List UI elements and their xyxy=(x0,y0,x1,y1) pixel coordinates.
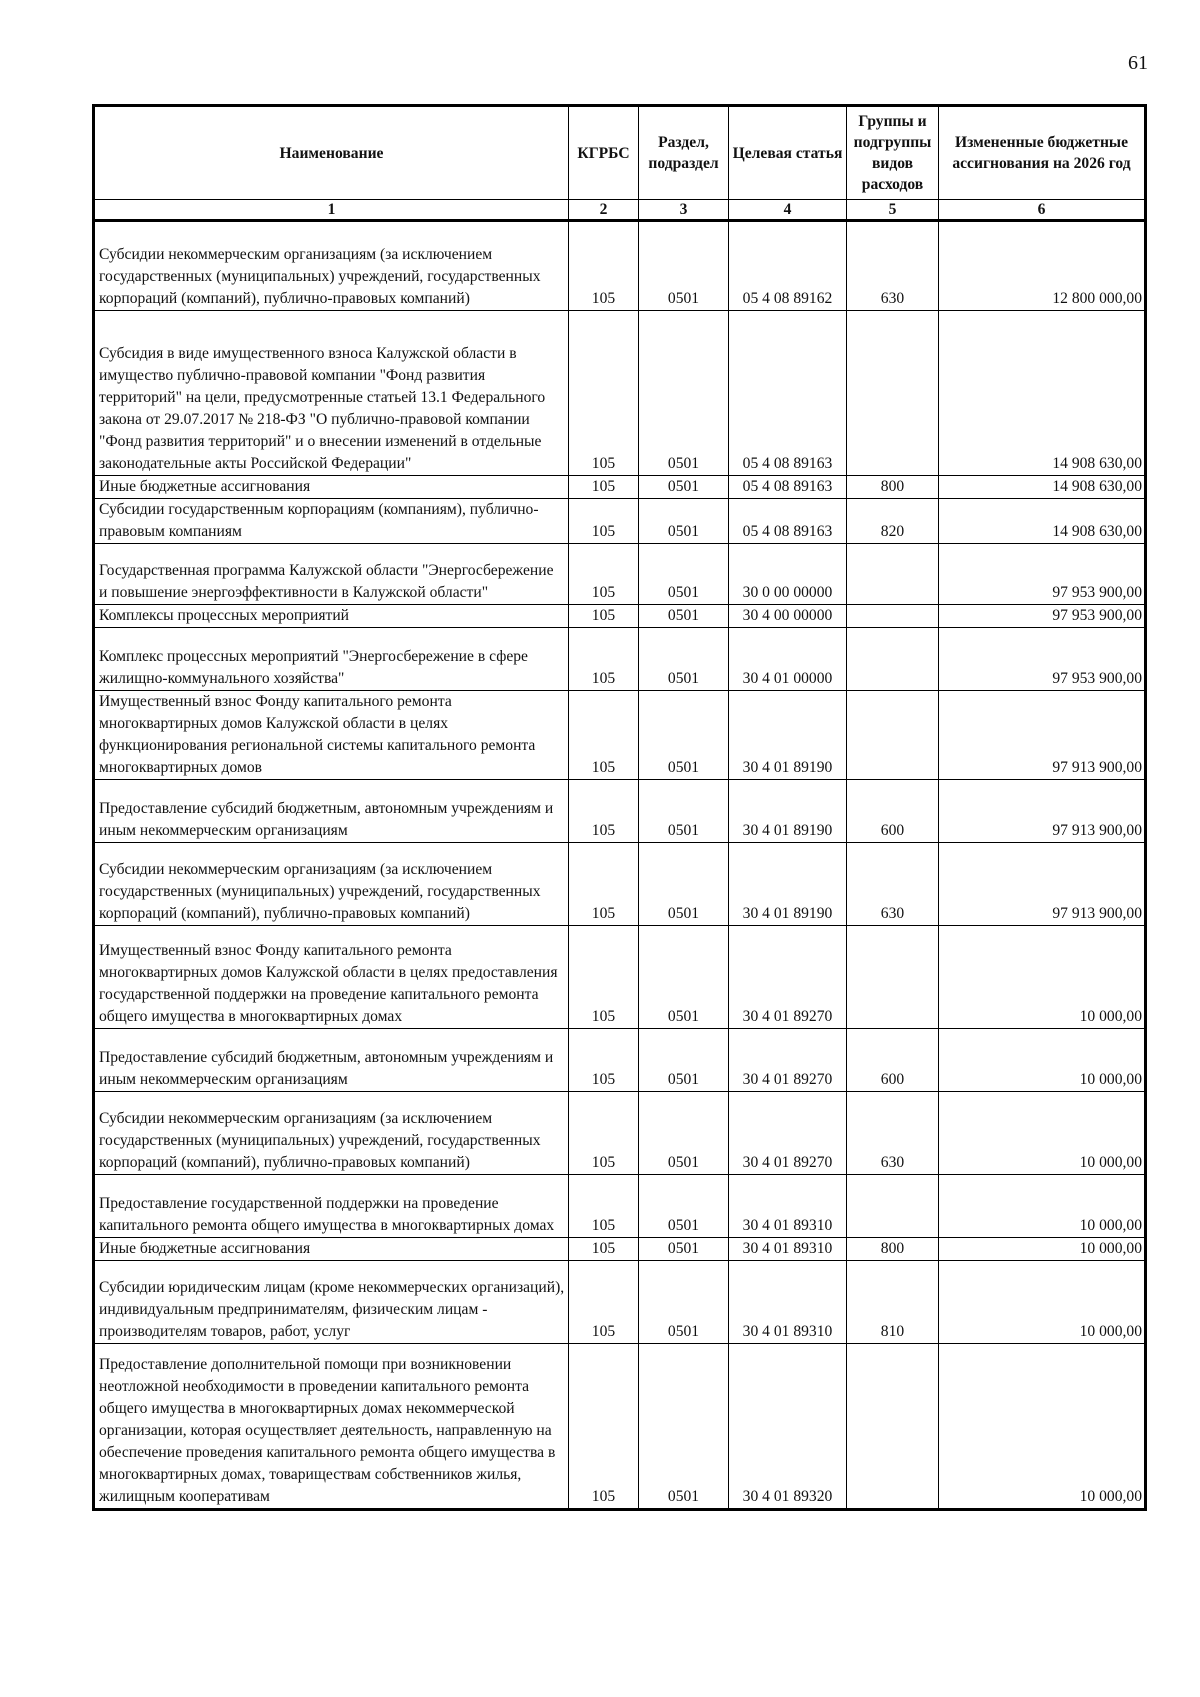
header-expense-group: Группы и подгруппы видов расходов xyxy=(847,106,939,200)
row-kgrbs: 105 xyxy=(569,1238,639,1261)
row-expense-type xyxy=(847,1344,939,1510)
header-target-article: Целевая статья xyxy=(729,106,847,200)
header-allocation: Измененные бюджетные ассигнования на 2026 год xyxy=(939,106,1146,200)
row-amount: 97 913 900,00 xyxy=(939,691,1146,780)
row-amount: 97 953 900,00 xyxy=(939,544,1146,605)
page-number: 61 xyxy=(1128,52,1148,74)
row-name: Предоставление дополнительной помощи при возникновении неотложной необходимости в проведении капитального ремонта общего имущества в многоквартирных домах некоммерческой организации, которая осуществляет деятельность, направленную на обеспечение проведения капитального ремонта общего имущества в многоквартирных домах, товариществам собственников жилья, жилищным кооперативам xyxy=(94,1344,569,1510)
row-target-article: 30 4 01 89320 xyxy=(729,1344,847,1510)
row-amount: 10 000,00 xyxy=(939,1238,1146,1261)
row-target-article: 30 4 01 89310 xyxy=(729,1238,847,1261)
row-target-article: 30 4 01 89270 xyxy=(729,1092,847,1175)
column-number: 2 xyxy=(569,200,639,221)
table-row xyxy=(94,476,1146,499)
row-expense-type: 810 xyxy=(847,1261,939,1344)
row-name: Предоставление государственной поддержки на проведение капитального ремонта общего имущества в многоквартирных домах xyxy=(94,1175,569,1238)
row-name: Субсидии юридическим лицам (кроме некоммерческих организаций), индивидуальным предпринимателям, физическим лицам - производителям товаров, работ, услуг xyxy=(94,1261,569,1344)
header-section: Раздел, подраздел xyxy=(639,106,729,200)
row-amount: 97 913 900,00 xyxy=(939,843,1146,926)
header-name: Наименование xyxy=(94,106,569,200)
table-row xyxy=(94,544,1146,605)
row-expense-type: 630 xyxy=(847,221,939,311)
table-row xyxy=(94,1238,1146,1261)
row-amount: 14 908 630,00 xyxy=(939,476,1146,499)
row-kgrbs: 105 xyxy=(569,691,639,780)
row-name: Комплексы процессных мероприятий xyxy=(94,605,569,628)
table-row xyxy=(94,1175,1146,1238)
row-expense-type: 600 xyxy=(847,780,939,843)
row-name: Государственная программа Калужской области "Энергосбережение и повышение энергоэффективности в Калужской области" xyxy=(94,544,569,605)
row-kgrbs: 105 xyxy=(569,1261,639,1344)
table-row xyxy=(94,499,1146,544)
header-kgrbs: КГРБС xyxy=(569,106,639,200)
row-section: 0501 xyxy=(639,1175,729,1238)
row-name: Субсидии государственным корпорациям (компаниям), публично-правовым компаниям xyxy=(94,499,569,544)
row-section: 0501 xyxy=(639,926,729,1029)
column-number: 3 xyxy=(639,200,729,221)
row-section: 0501 xyxy=(639,1029,729,1092)
row-kgrbs: 105 xyxy=(569,1344,639,1510)
table-row xyxy=(94,780,1146,843)
row-expense-type xyxy=(847,311,939,476)
row-name: Имущественный взнос Фонду капитального ремонта многоквартирных домов Калужской области в целях предоставления государственной поддержки на проведение капитального ремонта общего имущества в многоквартирных домах xyxy=(94,926,569,1029)
row-target-article: 30 4 01 00000 xyxy=(729,628,847,691)
row-target-article: 05 4 08 89163 xyxy=(729,311,847,476)
row-target-article: 30 4 01 89270 xyxy=(729,926,847,1029)
row-target-article: 05 4 08 89163 xyxy=(729,476,847,499)
row-expense-type: 600 xyxy=(847,1029,939,1092)
row-amount: 14 908 630,00 xyxy=(939,499,1146,544)
table-row xyxy=(94,628,1146,691)
column-number: 6 xyxy=(939,200,1146,221)
row-amount: 12 800 000,00 xyxy=(939,221,1146,311)
row-kgrbs: 105 xyxy=(569,1175,639,1238)
row-kgrbs: 105 xyxy=(569,628,639,691)
row-expense-type xyxy=(847,926,939,1029)
row-amount: 10 000,00 xyxy=(939,926,1146,1029)
column-number-row xyxy=(94,200,1146,221)
table-row xyxy=(94,1092,1146,1175)
row-section: 0501 xyxy=(639,221,729,311)
row-section: 0501 xyxy=(639,544,729,605)
row-target-article: 30 4 01 89190 xyxy=(729,780,847,843)
column-number: 1 xyxy=(94,200,569,221)
budget-table xyxy=(92,104,1147,1511)
row-expense-type: 820 xyxy=(847,499,939,544)
row-kgrbs: 105 xyxy=(569,780,639,843)
row-kgrbs: 105 xyxy=(569,1029,639,1092)
row-target-article: 05 4 08 89162 xyxy=(729,221,847,311)
row-kgrbs: 105 xyxy=(569,926,639,1029)
row-target-article: 30 4 01 89190 xyxy=(729,691,847,780)
row-expense-type xyxy=(847,544,939,605)
row-kgrbs: 105 xyxy=(569,221,639,311)
row-name: Иные бюджетные ассигнования xyxy=(94,476,569,499)
row-section: 0501 xyxy=(639,1238,729,1261)
row-name: Комплекс процессных мероприятий "Энергосбережение в сфере жилищно-коммунального хозяйства" xyxy=(94,628,569,691)
table-row xyxy=(94,1344,1146,1510)
row-name: Предоставление субсидий бюджетным, автономным учреждениям и иным некоммерческим организациям xyxy=(94,780,569,843)
header-row xyxy=(94,106,1146,200)
row-section: 0501 xyxy=(639,843,729,926)
row-amount: 10 000,00 xyxy=(939,1175,1146,1238)
row-expense-type xyxy=(847,628,939,691)
table-row xyxy=(94,221,1146,311)
row-section: 0501 xyxy=(639,691,729,780)
row-target-article: 30 0 00 00000 xyxy=(729,544,847,605)
row-target-article: 30 4 01 89190 xyxy=(729,843,847,926)
row-name: Имущественный взнос Фонду капитального ремонта многоквартирных домов Калужской области в целях функционирования региональной системы капитального ремонта многоквартирных домов xyxy=(94,691,569,780)
row-expense-type xyxy=(847,1175,939,1238)
table-row xyxy=(94,691,1146,780)
table-row xyxy=(94,605,1146,628)
row-name: Субсидии некоммерческим организациям (за исключением государственных (муниципальных) учреждений, государственных корпораций (компаний), публично-правовых компаний) xyxy=(94,1092,569,1175)
table-row xyxy=(94,843,1146,926)
row-amount: 14 908 630,00 xyxy=(939,311,1146,476)
row-name: Иные бюджетные ассигнования xyxy=(94,1238,569,1261)
row-section: 0501 xyxy=(639,1344,729,1510)
row-name: Субсидия в виде имущественного взноса Калужской области в имущество публично-правовой компании "Фонд развития территорий" на цели, предусмотренные статьей 13.1 Федерального закона от 29.07.2017 № 218-ФЗ "О публично-правовой компании "Фонд развития территорий" и о внесении изменений в отдельные законодательные акты Российской Федерации" xyxy=(94,311,569,476)
row-expense-type: 800 xyxy=(847,476,939,499)
row-section: 0501 xyxy=(639,605,729,628)
row-expense-type: 630 xyxy=(847,1092,939,1175)
row-kgrbs: 105 xyxy=(569,311,639,476)
table-row xyxy=(94,311,1146,476)
row-kgrbs: 105 xyxy=(569,1092,639,1175)
row-amount: 97 953 900,00 xyxy=(939,628,1146,691)
row-expense-type: 800 xyxy=(847,1238,939,1261)
row-kgrbs: 105 xyxy=(569,476,639,499)
table-row xyxy=(94,926,1146,1029)
row-kgrbs: 105 xyxy=(569,499,639,544)
row-section: 0501 xyxy=(639,499,729,544)
table-row xyxy=(94,1261,1146,1344)
row-amount: 10 000,00 xyxy=(939,1029,1146,1092)
row-amount: 97 913 900,00 xyxy=(939,780,1146,843)
row-name: Предоставление субсидий бюджетным, автономным учреждениям и иным некоммерческим организациям xyxy=(94,1029,569,1092)
column-number: 4 xyxy=(729,200,847,221)
row-expense-type: 630 xyxy=(847,843,939,926)
row-name: Субсидии некоммерческим организациям (за исключением государственных (муниципальных) учреждений, государственных корпораций (компаний), публично-правовых компаний) xyxy=(94,843,569,926)
table-row xyxy=(94,1029,1146,1092)
column-number: 5 xyxy=(847,200,939,221)
row-section: 0501 xyxy=(639,1261,729,1344)
row-kgrbs: 105 xyxy=(569,605,639,628)
row-amount: 10 000,00 xyxy=(939,1092,1146,1175)
row-amount: 10 000,00 xyxy=(939,1261,1146,1344)
row-target-article: 30 4 00 00000 xyxy=(729,605,847,628)
row-expense-type xyxy=(847,691,939,780)
row-target-article: 30 4 01 89270 xyxy=(729,1029,847,1092)
row-name: Субсидии некоммерческим организациям (за исключением государственных (муниципальных) учреждений, государственных корпораций (компаний), публично-правовых компаний) xyxy=(94,221,569,311)
row-target-article: 30 4 01 89310 xyxy=(729,1175,847,1238)
row-target-article: 05 4 08 89163 xyxy=(729,499,847,544)
row-section: 0501 xyxy=(639,780,729,843)
row-section: 0501 xyxy=(639,1092,729,1175)
row-kgrbs: 105 xyxy=(569,843,639,926)
row-section: 0501 xyxy=(639,476,729,499)
row-section: 0501 xyxy=(639,628,729,691)
row-expense-type xyxy=(847,605,939,628)
row-target-article: 30 4 01 89310 xyxy=(729,1261,847,1344)
row-section: 0501 xyxy=(639,311,729,476)
row-amount: 97 953 900,00 xyxy=(939,605,1146,628)
row-amount: 10 000,00 xyxy=(939,1344,1146,1510)
row-kgrbs: 105 xyxy=(569,544,639,605)
